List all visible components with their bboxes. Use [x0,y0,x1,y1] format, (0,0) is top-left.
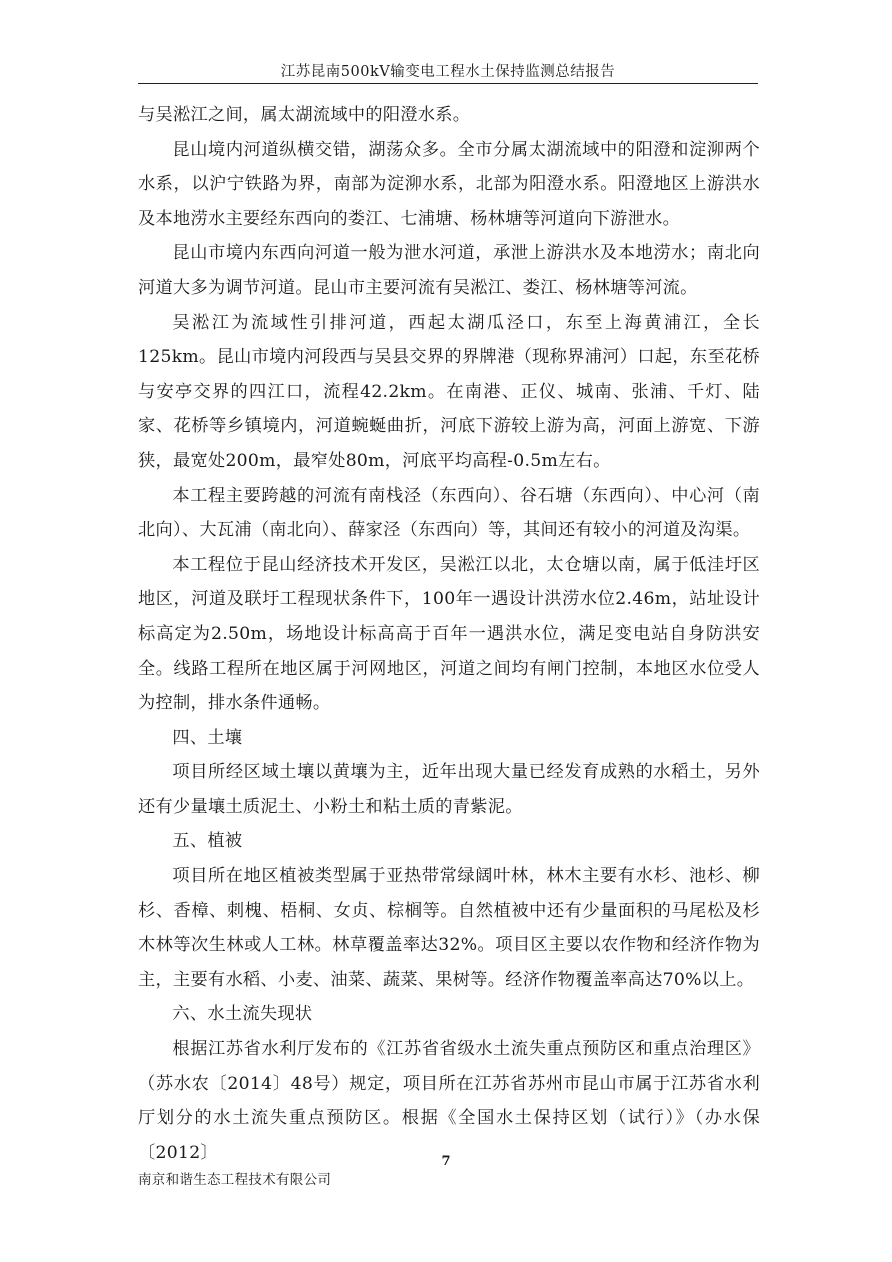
page-number: 7 [441,1154,451,1169]
body-paragraph: 本工程主要跨越的河流有南栈泾（东西向）、谷石塘（东西向）、中心河（南北向）、大瓦浦（南北向）、薛家泾（东西向）等，其间还有较小的河道及沟渠。 [138,485,760,541]
body-paragraph: 吴淞江为流域性引排河道，西起太湖瓜泾口，东至上海黄浦江，全长125km。昆山市境内河段西与吴县交界的界牌港（现称界浦河）口起，东至花桥与安亭交界的四江口，流程42.2km。在南港、正仪、城南、张浦、千灯、陆家、花桥等乡镇境内，河道蜿蜒曲折，河底下游较上游为高，河面上游宽、下游狭，最宽处200m，最窄处80m，河底平均高程-0.5m左右。 [138,312,760,471]
header-divider [138,83,758,84]
page-header-title: 江苏昆南500kV输变电工程水土保持监测总结报告 [280,64,616,80]
section-heading-soil: 四、土壤 [172,727,243,748]
body-paragraph: 昆山境内河道纵横交错，湖荡众多。全市分属太湖流域中的阳澄和淀泖两个水系，以沪宁铁路为界，南部为淀泖水系，北部为阳澄水系。阳澄地区上游洪水及本地涝水主要经东西向的娄江、七浦塘、杨林塘等河道向下游泄水。 [138,139,760,229]
body-paragraph: 项目所在地区植被类型属于亚热带常绿阔叶林，林木主要有水杉、池杉、柳杉、香樟、刺槐、梧桐、女贞、棕榈等。自然植被中还有少量面积的马尾松及杉木林等次生林或人工林。林草覆盖率达32%。项目区主要以农作物和经济作物为主，主要有水稻、小麦、油菜、蔬菜、果树等。经济作物覆盖率高达70%以上。 [138,866,760,990]
section-heading-soil-erosion: 六、水土流失现状 [172,1004,313,1025]
body-paragraph: 与吴淞江之间，属太湖流域中的阳澄水系。 [138,105,471,125]
section-heading-vegetation: 五、植被 [172,831,243,852]
body-paragraph: 本工程位于昆山经济技术开发区，吴淞江以北，太仓塘以南，属于低洼圩区地区，河道及联圩工程现状条件下，100年一遇设计洪涝水位2.46m，站址设计标高定为2.50m，场地设计标高高于百年一遇洪水位，满足变电站自身防洪安全。线路工程所在地区属于河网地区，河道之间均有闸门控制，本地区水位受人为控制，排水条件通畅。 [138,554,760,714]
body-paragraph: 昆山市境内东西向河道一般为泄水河道，承泄上游洪水及本地涝水；南北向河道大多为调节河道。昆山市主要河流有吴淞江、娄江、杨林塘等河流。 [138,243,760,298]
body-paragraph: 项目所经区域土壤以黄壤为主，近年出现大量已经发育成熟的水稻土，另外还有少量壤土质泥土、小粉土和粘土质的青紫泥。 [138,762,760,817]
footer-company: 南京和谐生态工程技术有限公司 [138,1172,332,1188]
body-paragraph: 根据江苏省水利厅发布的《江苏省省级水土流失重点预防区和重点治理区》（苏水农〔2014〕48号）规定，项目所在江苏省苏州市昆山市属于江苏省水利厅划分的水土流失重点预防区。根据《全国水土保持区划（试行）》（办水保〔2012〕 [138,1039,760,1163]
document-body [138,98,760,1170]
